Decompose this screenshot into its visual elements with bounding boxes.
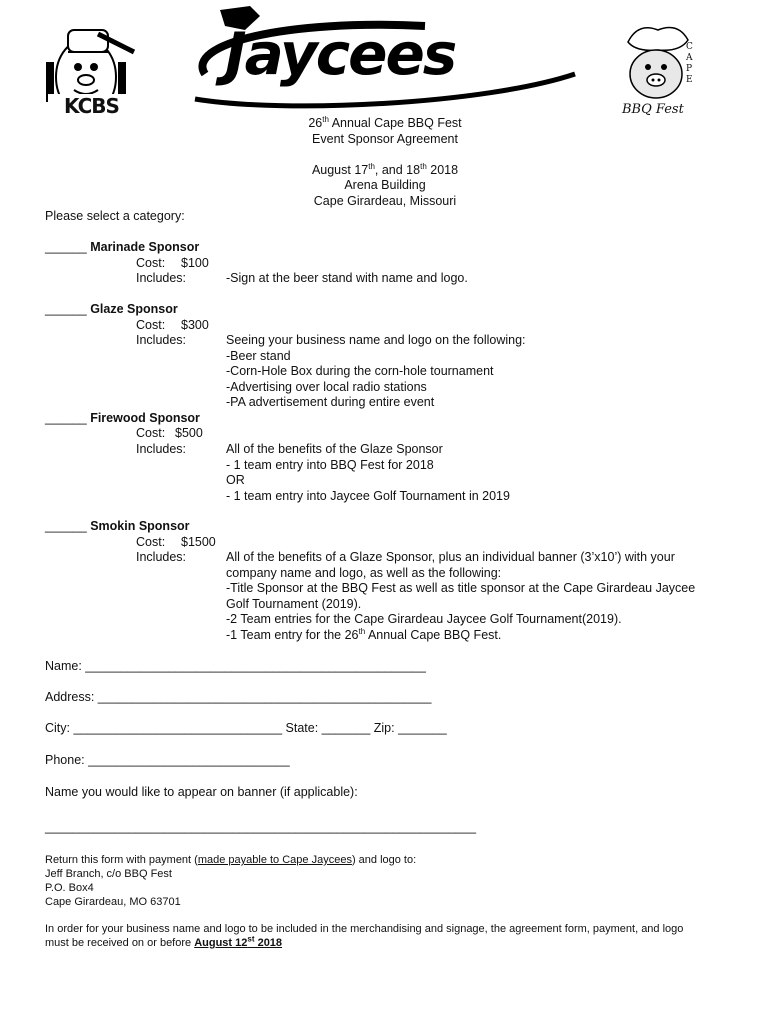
return-address-line: Cape Girardeau, MO 63701 xyxy=(45,896,181,908)
cape-letter: E xyxy=(686,75,693,85)
sponsor-cost-label: Cost: xyxy=(136,426,166,440)
sponsor-cost-label: Cost: xyxy=(136,318,166,332)
sponsor-cost-label: Cost: xyxy=(136,256,166,270)
agreement-title: Event Sponsor Agreement xyxy=(312,131,458,146)
sponsor-name: Glaze Sponsor xyxy=(90,302,178,316)
banner-name-field[interactable]: ______________________________________________________________ xyxy=(45,820,477,834)
banner-name-label: Name you would like to appear on banner (if applicable): xyxy=(45,785,358,799)
sponsor-checkbox-smokin[interactable]: ______ Smokin Sponsor xyxy=(45,519,190,533)
sponsor-benefit: company name and logo, as well as the following: xyxy=(226,565,502,580)
sponsor-benefit: All of the benefits of the Glaze Sponsor xyxy=(226,442,443,456)
cape-letter: C xyxy=(686,42,693,52)
deadline-date: August 12st 2018 xyxy=(194,934,283,949)
sponsor-benefits-list xyxy=(226,333,526,411)
cape-letter: P xyxy=(686,64,693,74)
return-instructions xyxy=(45,853,416,909)
event-venue: Arena Building xyxy=(344,178,426,192)
sponsor-includes-label: Includes: xyxy=(136,333,187,347)
sponsor-benefit: All of the benefits of a Glaze Sponsor, plus an individual banner (3’x10’) with your xyxy=(226,550,675,564)
sponsor-checkbox-glaze[interactable]: ______ Glaze Sponsor xyxy=(45,302,178,316)
sponsor-cost-label: Cost: xyxy=(136,535,166,549)
sponsor-checkbox-firewood[interactable]: ______ Firewood Sponsor xyxy=(45,411,200,425)
name-field[interactable]: Name: _________________________________________________ xyxy=(45,659,426,673)
sponsor-name: Marinade Sponsor xyxy=(90,240,200,254)
sponsor-benefit: Golf Tournament (2019). xyxy=(226,596,362,611)
sponsor-cost: $1500 xyxy=(181,535,216,549)
sponsor-benefit: Seeing your business name and logo on the following: xyxy=(226,333,526,347)
sponsor-benefit: -1 Team entry for the 26th Annual Cape BBQ Fest. xyxy=(226,626,502,642)
notice-line: must be received on or before August 12st 2018 xyxy=(45,934,283,949)
sponsor-benefit: -Beer stand xyxy=(226,348,291,363)
kcbs-label: KCBS xyxy=(64,94,119,118)
sponsor-benefit: -PA advertisement during entire event xyxy=(226,395,435,409)
sponsor-includes-label: Includes: xyxy=(136,442,187,456)
jaycees-logo xyxy=(165,4,585,114)
event-title: 26th Annual Cape BBQ Fest xyxy=(308,114,462,130)
sponsor-name: Smokin Sponsor xyxy=(90,519,190,533)
sponsor-benefit: - 1 team entry into Jaycee Golf Tournament in 2019 xyxy=(226,488,510,503)
sponsor-checkbox-marinade[interactable]: ______ Marinade Sponsor xyxy=(45,240,200,254)
payable-to: made payable to Cape Jaycees xyxy=(197,854,352,866)
event-dates: August 17th, and 18th 2018 xyxy=(311,161,459,177)
return-intro: Return this form with payment (made payable to Cape Jaycees) and logo to: xyxy=(45,854,417,866)
bbq-fest-logo xyxy=(618,22,698,122)
jaycees-wordmark: Jaycees xyxy=(225,20,456,88)
sponsor-benefit: -Sign at the beer stand with name and logo. xyxy=(226,271,468,285)
sponsor-benefit: -Title Sponsor at the BBQ Fest as well as title sponsor at the Cape Girardeau Jaycee xyxy=(226,581,696,595)
category-prompt: Please select a category: xyxy=(45,209,185,223)
sponsor-benefit: -Advertising over local radio stations xyxy=(226,379,427,394)
phone-field[interactable]: Phone: _____________________________ xyxy=(45,753,290,767)
sponsor-cost: $500 xyxy=(175,426,203,440)
deadline-notice xyxy=(45,922,683,950)
sponsor-includes-label: Includes: xyxy=(136,550,187,564)
city-state-zip-field[interactable]: City: ______________________________ State: _______ Zip: _______ xyxy=(45,721,447,735)
address-field[interactable]: Address: ________________________________________________ xyxy=(45,690,432,704)
kcbs-logo xyxy=(38,22,138,122)
event-city: Cape Girardeau, Missouri xyxy=(313,193,457,208)
return-address-line: Jeff Branch, c/o BBQ Fest xyxy=(45,868,172,880)
sponsor-cost: $100 xyxy=(181,256,209,270)
sponsor-name: Firewood Sponsor xyxy=(90,411,200,425)
sponsor-benefit: -2 Team entries for the Cape Girardeau Jaycee Golf Tournament(2019). xyxy=(226,612,622,626)
event-header xyxy=(200,116,570,209)
sponsor-benefits-list xyxy=(226,442,510,504)
sponsor-cost: $300 xyxy=(181,318,209,332)
sponsor-benefit: -Corn-Hole Box during the corn-hole tournament xyxy=(226,364,494,378)
cape-letter: A xyxy=(686,53,693,63)
return-address-line: P.O. Box4 xyxy=(45,882,94,894)
sponsor-benefits-list xyxy=(226,550,695,643)
sponsor-includes-label: Includes: xyxy=(136,271,187,285)
notice-line: In order for your business name and logo to be included in the merchandising and signage, the agreement form, payment, and logo xyxy=(45,923,684,935)
sponsor-benefit: OR xyxy=(226,473,245,487)
sponsor-benefit: - 1 team entry into BBQ Fest for 2018 xyxy=(226,457,434,472)
bbq-fest-caption: BBQ Fest xyxy=(622,102,684,117)
